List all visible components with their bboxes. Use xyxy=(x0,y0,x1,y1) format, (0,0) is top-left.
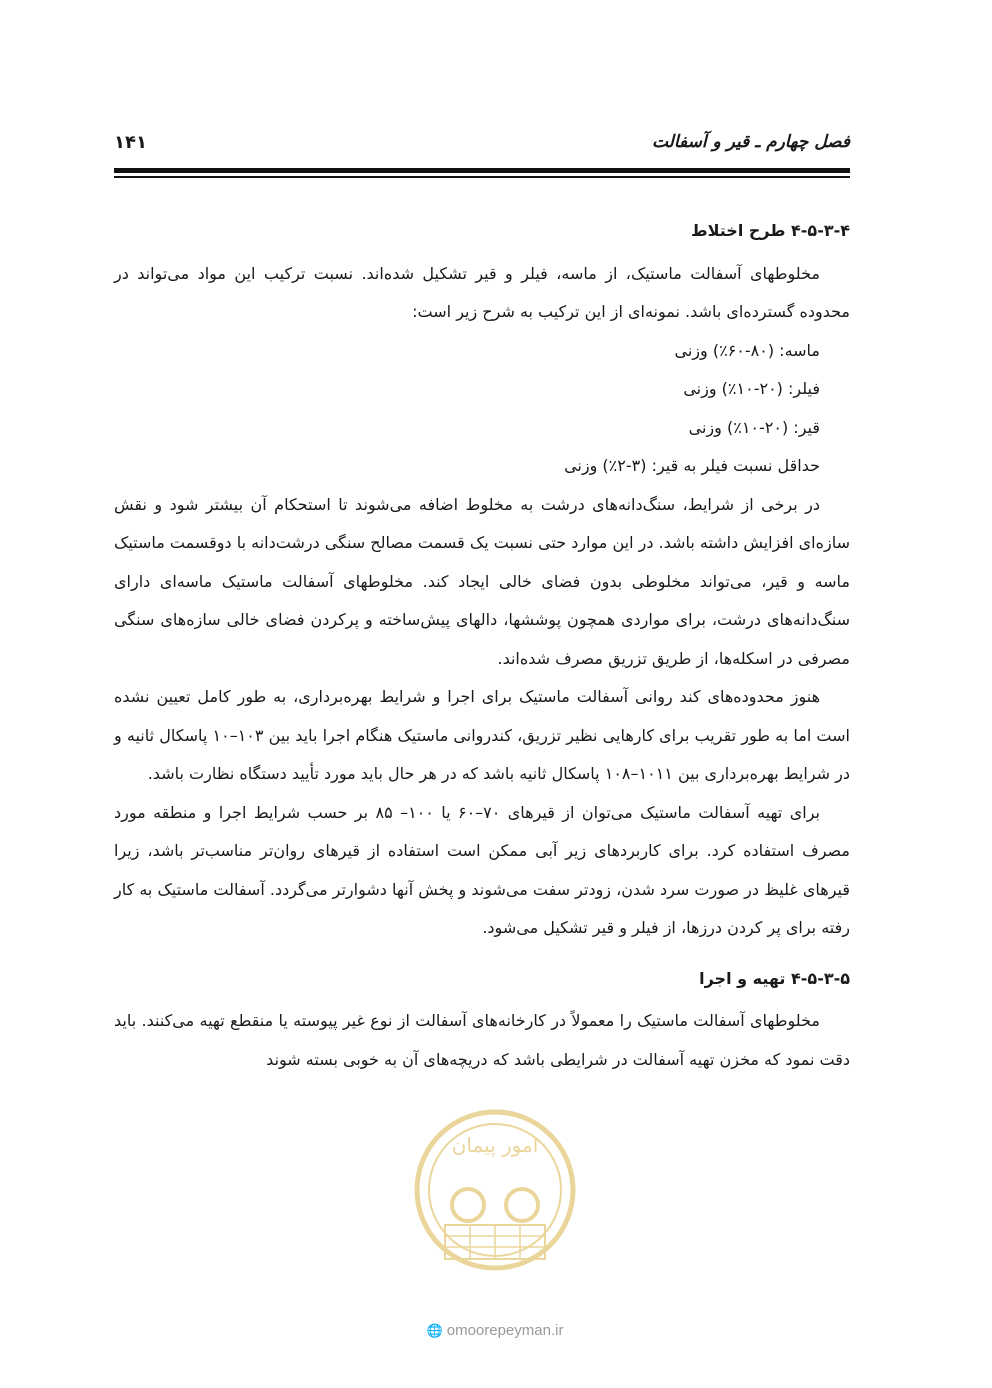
watermark-logo-text: امور پیمان xyxy=(451,1133,539,1157)
paragraph-production: مخلوطهای آسفالت ماستیک را معمولاً در کارخانه‌های آسفالت از نوع غیر پیوسته یا منقطع تهیه می‌کنند. باید دقت نمود که مخزن تهیه آسفالت در شرایطی باشد که دریچه‌های آن به خوبی بسته شوند xyxy=(114,1011,850,1069)
section-gap xyxy=(114,948,850,958)
watermark-url-text: omoorepeyman.ir xyxy=(446,1322,564,1339)
chapter-title: فصل چهارم ـ قیر و آسفالت xyxy=(651,132,850,152)
watermark-url xyxy=(390,1322,600,1339)
composition-list xyxy=(114,332,850,486)
section-heading-mix-design: ۴-۵-۳-۴ طرح اختلاط xyxy=(691,221,850,240)
list-item-filler-ratio: حداقل نسبت فیلر به قیر: (۳-۲٪) وزنی xyxy=(564,456,820,475)
running-head xyxy=(114,128,850,160)
watermark-logo xyxy=(410,1100,580,1300)
section-heading-production: ۴-۵-۳-۵ تهیه و اجرا xyxy=(699,968,850,988)
body-text xyxy=(114,210,850,1079)
list-item-bitumen: قیر: (۲۰-۱۰٪) وزنی xyxy=(688,417,820,437)
header-rule-thick xyxy=(114,168,850,173)
list-item-sand: ماسه: (۸۰-۶۰٪) وزنی xyxy=(674,340,820,360)
paragraph-bitumen-grades: برای تهیه آسفالت ماستیک می‌توان از قیرهای ۷۰–۶۰ یا ۱۰۰– ۸۵ بر حسب شرایط اجرا و منطقه مورد مصرف استفاده کرد. برای کاربردهای زیر آبی ممکن است استفاده از قیرهای روان‌تر مناسب‌تر باشد، زیرا قیرهای غلیظ در صورت سرد شدن، زودتر سفت می‌شوند و پخش آنها دشوارتر می‌گردد. آسفالت ماستیک به کار رفته برای پر کردن درزها، از فیلر و قیر تشکیل می‌شود. xyxy=(114,802,850,937)
paragraph-coarse-aggregate: در برخی از شرایط، سنگ‌دانه‌های درشت به مخلوط اضافه می‌شوند تا استحکام آن بیشتر شود و نقش سازه‌ای افزایش داشته باشد. در این موارد حتی نسبت یک قسمت مصالح سنگی درشت‌دانه با دوقسمت ماستیک ماسه و قیر، می‌تواند مخلوطی بدون فضای خالی ایجاد کند. مخلوطهای آسفالت ماستیک ماسه‌ای دارای سنگ‌دانه‌های درشت، برای مواردی همچون پوششها، دالهای پیش‌ساخته و پرکردن فضای خالی سازه‌های سنگی مصرفی در اسکله‌ها، از طریق تزریق مصرف شده‌اند. xyxy=(114,494,850,668)
paragraph-intro: مخلوطهای آسفالت ماستیک، از ماسه، فیلر و قیر تشکیل شده‌اند. نسبت ترکیب این مواد می‌تواند در محدوده گسترده‌ای باشد. نمونه‌ای از این ترکیب به شرح زیر است: xyxy=(114,263,850,321)
paragraph-viscosity: هنوز محدوده‌های کند روانی آسفالت ماستیک برای اجرا و شرایط بهره‌برداری، به طور کامل تعیین نشده است اما به طور تقریب برای کارهایی نظیر تزریق، کندروانی ماستیک هنگام اجرا باید بین ۱۰۳–۱۰ پاسکال ثانیه و در شرایط بهره‌برداری بین ۱۰۱۱–۱۰۸ پاسکال ثانیه باشد که در هر حال باید مورد تأیید دستگاه نظارت باشد. xyxy=(114,687,850,783)
globe-icon: 🌐 xyxy=(426,1323,443,1338)
list-item-filler: فیلر: (۲۰-۱۰٪) وزنی xyxy=(683,379,820,398)
header-rule-thin xyxy=(114,176,850,178)
page-number: ۱۴۱ xyxy=(114,132,147,153)
